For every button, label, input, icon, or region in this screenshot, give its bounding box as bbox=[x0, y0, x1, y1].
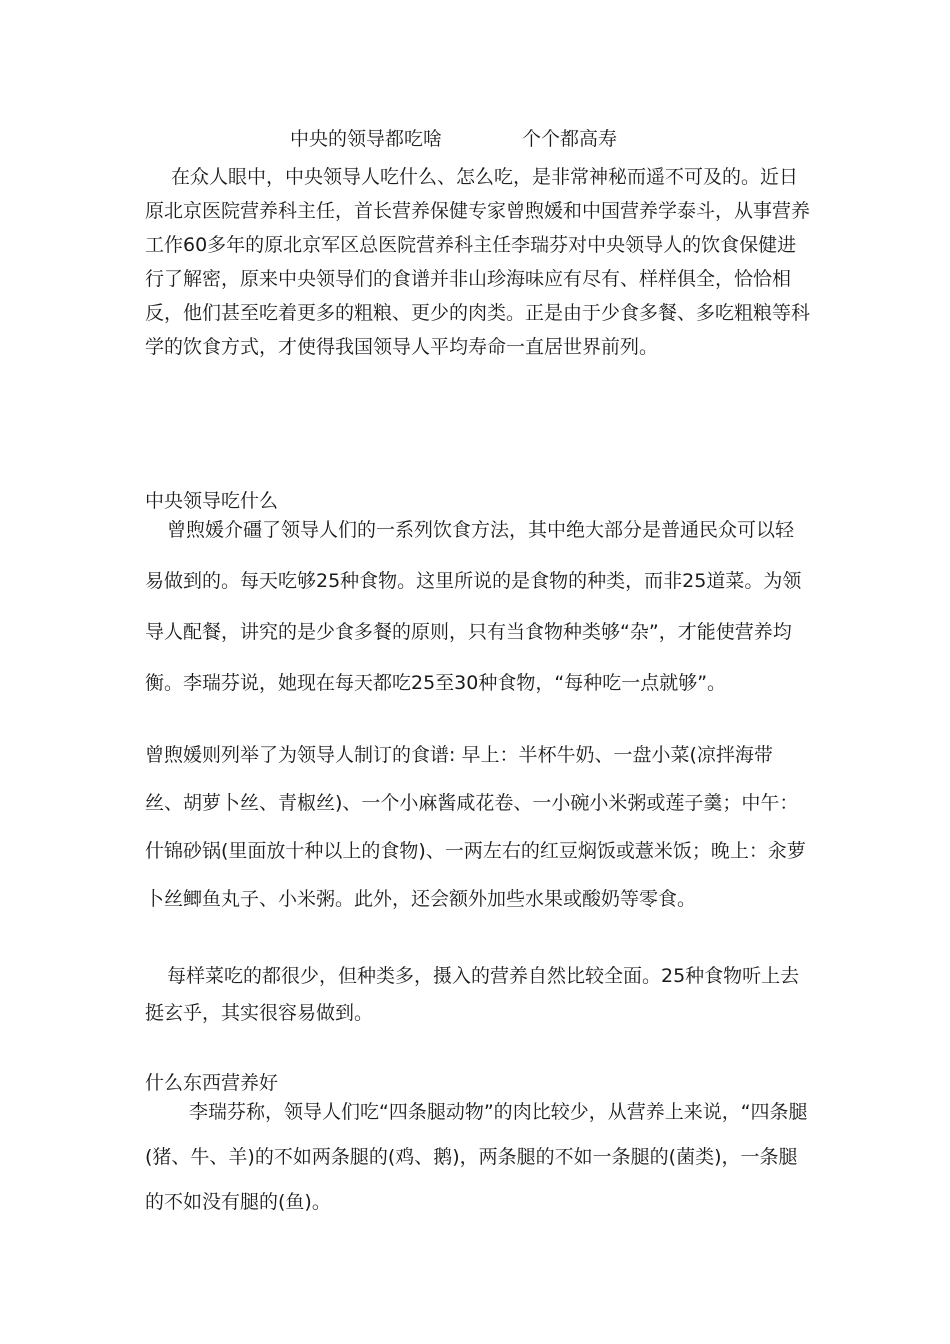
section-paragraph: 李瑞芬称，领导人们吃“四条腿动物”的肉比较少，从营养上来说，“四条腿(猪、牛、羊)的不如两条腿的(鸡、鹅)，两条腿的不如一条腿的(菌类)，一条腿的不如没有腿的(鱼)。 bbox=[145, 1101, 808, 1213]
section-nutrition bbox=[145, 1068, 810, 1225]
title-part-2: 个个都高寿 bbox=[522, 128, 618, 150]
section-what-leaders-eat bbox=[145, 481, 810, 709]
section-heading: 什么东西营养好 bbox=[145, 1072, 279, 1094]
intro-paragraph: 在众人眼中，中央领导人吃什么、怎么吃，是非常神秘而遥不可及的。近日原北京医院营养科主任，首长营养保健专家曾煦媛和中国营养学泰斗，从事营养工作60多年的原北京军区总医院营养科主任李瑞芬对中央领导人的饮食保健进行了解密，原来中央领导们的食谱并非山珍海味应有尽有、样样俱全，恰恰相反，他们甚至吃着更多的粗粮、更少的肉类。正是由于少食多餐、多吃粗粮等科学的饮食方式，才使得我国领导人平均寿命一直居世界前列。 bbox=[145, 166, 811, 358]
summary-paragraph: 每样菜吃的都很少，但种类多，摄入的营养自然比较全面。25种食物听上去挺玄乎，其实很容易做到。 bbox=[145, 965, 800, 1024]
section-heading: 中央领导吃什么 bbox=[145, 490, 279, 512]
menu-paragraph: 曾煦媛则列举了为领导人制订的食谱: 早上：半杯牛奶、一盘小菜(凉拌海带丝、胡萝卜丝、青椒丝)、一个小麻酱咸花卷、一小碗小米粥或莲子羹；中午：什锦砂锅(里面放十种以上的食物)、一两左右的红豆焖饭或薏米饭；晚上：汆萝卜丝鲫鱼丸子、小米粥。此外，还会额外加些水果或酸奶等零食。 bbox=[145, 744, 806, 910]
title-part-1: 中央的领导都吃啥 bbox=[290, 128, 443, 150]
section-paragraph: 曾煦媛介礓了领导人们的一系列饮食方法，其中绝大部分是普通民众可以轻易做到的。每天吃够25种食物。这里所说的是食物的种类，而非25道菜。为领导人配餐，讲究的是少食多餐的原则，只有当食物种类够“杂”，才能使营养均衡。李瑞芬说，她现在每天都吃25至30种食物，“每种吃一点就够”。 bbox=[145, 519, 802, 694]
